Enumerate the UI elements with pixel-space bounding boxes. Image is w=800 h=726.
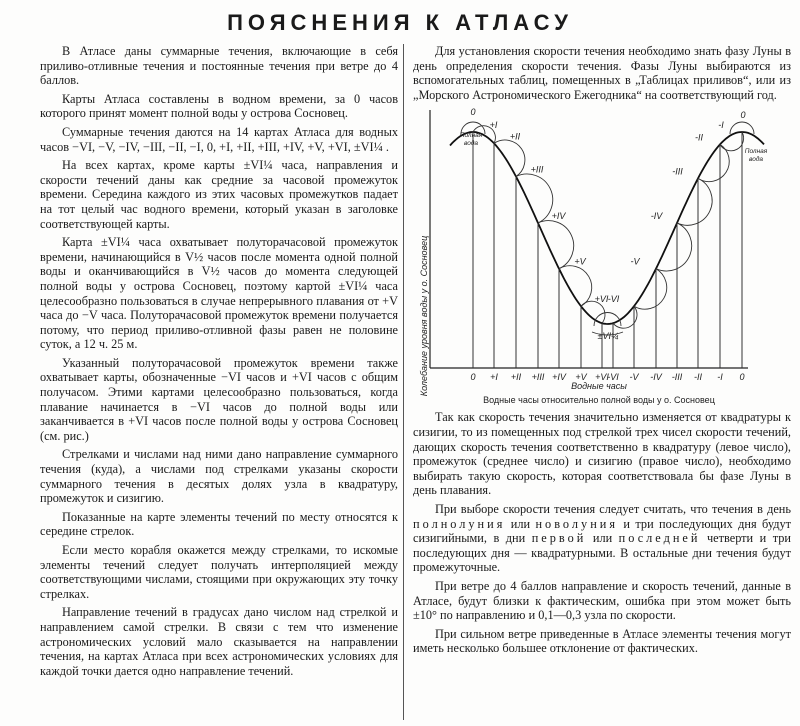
- paragraph: Указанный полуторачасовой промежуток времени также охватывает карты, обозначенные −VI часов и +VI часов с общим получасом. Этими картами целесообразно пользоваться, когда плавание начинается в −VI часов до полной воды или заканчивается в +VI часов после полной воды у острова Сосновец (см. рис.): [40, 355, 398, 443]
- center-label: ±VI¼: [597, 331, 619, 342]
- tick-label: +IV: [552, 372, 566, 383]
- hour-arc: [634, 269, 667, 309]
- tick-label: 0: [470, 372, 476, 383]
- tide-diagram: [413, 106, 791, 408]
- text: и три последующих дня будут сизигийными, в дни: [413, 516, 791, 546]
- arc-label: +VI: [594, 294, 609, 305]
- paragraph: Стрелками и числами над ними дано направление суммарного течения (куда), а числами под стрелками указаны скорости суммарного течения в десятых долях узла в квадратуру, промежуток и сизигию.: [40, 447, 398, 506]
- arc-label: +II: [509, 131, 521, 142]
- x-axis-label: Водные часы: [571, 381, 627, 392]
- peak-label: 0: [740, 110, 746, 121]
- tick-label: -III: [671, 372, 683, 383]
- high-water-label: Полная: [459, 132, 483, 140]
- left-column: [40, 44, 398, 682]
- arc-label: +IV: [551, 211, 566, 222]
- tick-label: +III: [531, 372, 545, 383]
- hour-arc: [494, 140, 525, 176]
- arc-label: -I: [718, 120, 724, 131]
- paragraph: [413, 502, 791, 575]
- tick-label: +II: [510, 372, 522, 383]
- paragraph: Показанные на карте элементы течений по месту относятся к середине стрелок.: [40, 509, 398, 539]
- tick-label: +I: [490, 372, 498, 383]
- tick-label: 0: [739, 372, 745, 383]
- high-water-label: вода: [463, 140, 479, 148]
- y-axis-label: Колебание уровня воды у о. Сосновец: [419, 236, 429, 397]
- paragraph: Если место корабля окажется между стрелками, то искомые элементы течений следует получать интерполяцией между соответствующими числами, стоящими при окружающих эту точку стрелках.: [40, 543, 398, 601]
- paragraph: Суммарные течения даются на 14 картах Атласа для водных часов −VI, −V, −IV, −III, −II, −I, 0, +I, +II, +III, +IV, +V, +VI, ±VI¼ .: [40, 124, 398, 154]
- high-water-label: вода: [748, 156, 764, 164]
- tick-label: +VI: [595, 372, 609, 383]
- peak-label: 0: [470, 107, 476, 118]
- text: или: [586, 531, 619, 546]
- text: При выборе скорости течения следует считать, что течения в день: [435, 501, 791, 516]
- emphasis: новолуния: [535, 516, 619, 531]
- diagram-caption: Водные часы относительно полной воды у о. Сосновец: [483, 395, 715, 406]
- tick-label: -VI: [607, 372, 619, 383]
- arc-label: -VI: [607, 294, 620, 305]
- paragraph: Так как скорость течения значительно изменяется от квадратуры к сизигии, то из помещенных под стрелкой трех чисел скорости течений, дающих скорость течения соответственно в квадратуру (левое число), промежуток (среднее число) и сизигию (правое число), необходимо выбирать такую скорость, которая соответствовала бы фазе Луны в день плавания.: [413, 410, 791, 498]
- hour-arc: [581, 302, 605, 324]
- arc-label: +III: [530, 164, 544, 175]
- arc-label: -II: [695, 132, 703, 143]
- paragraph: При ветре до 4 баллов направление и скорость течений, данные в Атласе, будут близки к фактическим, ошибка при этом может быть ±10° по направлению и 0,1—0,3 узла по скорости.: [413, 578, 791, 623]
- tick-label: -IV: [650, 372, 662, 383]
- emphasis: первой: [531, 531, 587, 546]
- tick-label: -V: [629, 372, 639, 383]
- tick-label: -II: [694, 372, 702, 383]
- paragraph: Для установления скорости течения необходимо знать фазу Луны в день определения скорости течения. Фазы Луны выбираются из вспомогательных таблиц, помещенных в „Таблицах приливов“, или из „Морского Астрономического Ежегодника“ на соответствующий год.: [413, 44, 791, 102]
- high-water-label: Полная: [744, 148, 768, 156]
- page-title: ПОЯСНЕНИЯ К АТЛАСУ: [227, 10, 573, 35]
- text: или: [505, 516, 536, 531]
- hour-arc: [698, 145, 729, 182]
- emphasis: последней: [618, 531, 701, 546]
- column-divider: [403, 44, 404, 720]
- tick-label: -I: [717, 372, 723, 383]
- paragraph: При сильном ветре приведенные в Атласе элементы течения могут иметь несколько большее отклонение от фактических.: [413, 626, 791, 656]
- tick-label: +V: [575, 372, 587, 383]
- arc-label: +I: [489, 120, 498, 131]
- right-column: [413, 44, 791, 660]
- emphasis: полнолуния: [413, 516, 506, 531]
- text: четверти и три последующих дня — квадратурными. В остальные дни течения будут промежуточные.: [413, 531, 791, 575]
- arc-label: -V: [630, 257, 640, 268]
- paragraph: В Атласе даны суммарные течения, включающие в себя приливо-отливные течения и постоянные течения при ветре до 4 баллов.: [40, 44, 398, 88]
- paragraph: Карты Атласа составлены в водном времени, за 0 часов которого принят момент полной воды у острова Сосновец.: [40, 91, 398, 121]
- arc-label: -IV: [650, 211, 663, 222]
- paragraph: Направление течений в градусах дано числом над стрелкой и направлением самой стрелки. В связи с тем что изменение астрономических условий мало сказывается на направлении течения, на картах Атласа при всех астрономических условиях для каждой точки дается одно направление течений.: [40, 605, 398, 678]
- hour-arc: [559, 266, 592, 306]
- paragraph: Карта ±VI¼ часа охватывает полуторачасовой промежуток времени, начинающийся в V½ часов после момента одной полной воды и оканчивающийся в V½ часов до момента следующей полной воды у острова Сосновец, поэтому картой ±VI¼ часа целесообразно пользоваться в случае непрерывного плавания от +V часа до −V часа. Полуторачасовой промежуток времени получается потому, что период приливо-отливной фазы равен не половине суток, а 12 ч. 25 м.: [40, 235, 398, 352]
- paragraph: На всех картах, кроме карты ±VI¼ часа, направления и скорости течений даны как средние за часовой промежуток времени. Середина каждого из этих часовых промежутков падает на тот целый час водного времени, который указан в заголовке соответствующей карты.: [40, 158, 398, 231]
- arc-label: -III: [672, 166, 683, 177]
- arc-label: +V: [574, 257, 586, 268]
